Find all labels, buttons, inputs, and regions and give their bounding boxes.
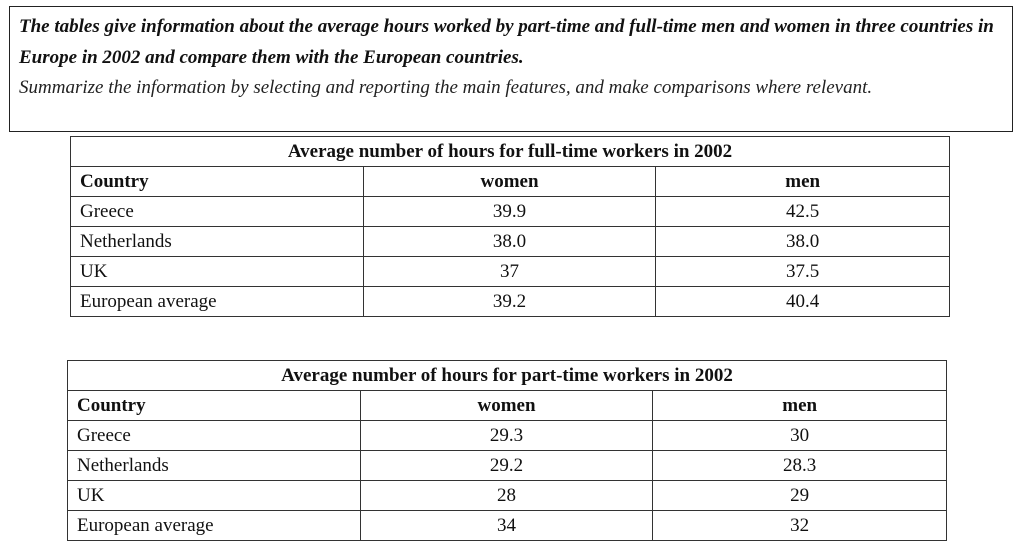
table-title-row — [71, 137, 950, 167]
column-header-country: Country — [71, 167, 364, 197]
task-description: The tables give information about the average hours worked by part-time and full-time men and women in three countries in Europe in 2002 and compare them with the European countries. — [19, 16, 994, 68]
women-hours-cell: 39.2 — [363, 287, 656, 317]
table-title: Average number of hours for part-time workers in 2002 — [68, 361, 947, 391]
country-cell: Greece — [68, 421, 361, 451]
women-hours-cell: 29.3 — [360, 421, 653, 451]
task-instruction: Summarize the information by selecting and reporting the main features, and make comparisons where relevant. — [19, 77, 873, 98]
table-row — [68, 511, 947, 541]
table-row — [68, 421, 947, 451]
men-hours-cell: 30 — [653, 421, 947, 451]
table-row — [68, 451, 947, 481]
country-cell: Netherlands — [71, 227, 364, 257]
country-cell: European average — [71, 287, 364, 317]
country-cell: Netherlands — [68, 451, 361, 481]
column-header-women: women — [363, 167, 656, 197]
women-hours-cell: 34 — [360, 511, 653, 541]
task-prompt-box — [9, 6, 1013, 132]
full-time-hours-table — [70, 136, 950, 317]
country-cell: UK — [71, 257, 364, 287]
table-row — [71, 287, 950, 317]
country-cell: UK — [68, 481, 361, 511]
column-header-women: women — [360, 391, 653, 421]
part-time-hours-table — [67, 360, 947, 541]
column-header-men: men — [653, 391, 947, 421]
country-cell: European average — [68, 511, 361, 541]
women-hours-cell: 39.9 — [363, 197, 656, 227]
men-hours-cell: 37.5 — [656, 257, 950, 287]
table-header-row — [71, 167, 950, 197]
women-hours-cell: 29.2 — [360, 451, 653, 481]
table-row — [71, 197, 950, 227]
women-hours-cell: 38.0 — [363, 227, 656, 257]
men-hours-cell: 40.4 — [656, 287, 950, 317]
table-title-row — [68, 361, 947, 391]
women-hours-cell: 37 — [363, 257, 656, 287]
men-hours-cell: 29 — [653, 481, 947, 511]
men-hours-cell: 32 — [653, 511, 947, 541]
column-header-men: men — [656, 167, 950, 197]
table-row — [71, 257, 950, 287]
men-hours-cell: 38.0 — [656, 227, 950, 257]
table-row — [71, 227, 950, 257]
women-hours-cell: 28 — [360, 481, 653, 511]
table-header-row — [68, 391, 947, 421]
men-hours-cell: 28.3 — [653, 451, 947, 481]
men-hours-cell: 42.5 — [656, 197, 950, 227]
table-row — [68, 481, 947, 511]
table-title: Average number of hours for full-time workers in 2002 — [71, 137, 950, 167]
column-header-country: Country — [68, 391, 361, 421]
country-cell: Greece — [71, 197, 364, 227]
